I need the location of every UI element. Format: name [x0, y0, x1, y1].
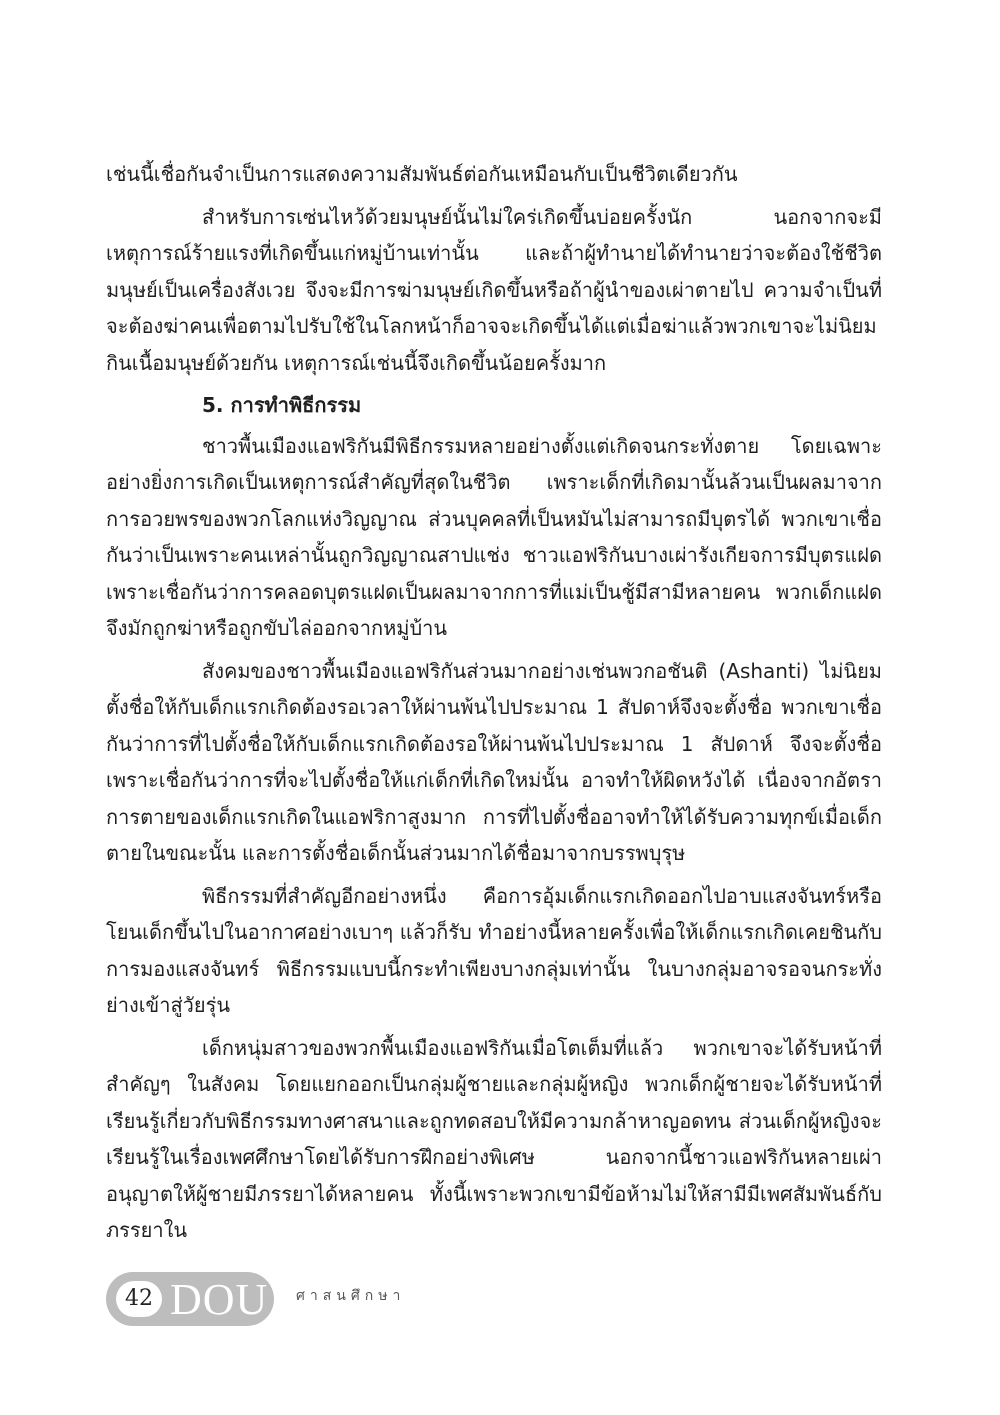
paragraph-1: เช่นนี้เชื่อกันจำเป็นการแสดงความสัมพันธ์ต่อกันเหมือนกับเป็นชีวิตเดียวกัน [106, 162, 738, 186]
dou-badge [106, 1272, 274, 1326]
page-number: 42 [116, 1281, 162, 1317]
section-heading: 5. การทำพิธีกรรม [202, 393, 362, 417]
paragraph-3: ชาวพื้นเมืองแอฟริกันมีพิธีกรรมหลายอย่างตั้งแต่เกิดจนกระทั่งตาย โดยเฉพาะอย่างยิ่งการเกิดเป็นเหตุการณ์สำคัญที่สุดในชีวิต เพราะเด็กที่เกิดมานั้นล้วนเป็นผลมาจากการอวยพรของพวกโลกแห่งวิญญาณ ส่วนบุคคลที่เป็นหมันไม่สามารถมีบุตรได้ พวกเขาเชื่อกันว่าเป็นเพราะคนเหล่านั้นถูกวิญญาณสาปแช่ง ชาวแอฟริกันบางเผ่ารังเกียจการมีบุตรแฝดเพราะเชื่อกันว่าการคลอดบุตรแฝดเป็นผลมาจากการที่แม่เป็นชู้มีสามีหลายคน พวกเด็กแฝดจึงมักถูกฆ่าหรือถูกขับไล่ออกจากหมู่บ้าน [106, 433, 882, 640]
book-title: ศาสนศึกษา [296, 1288, 406, 1304]
dou-logo: DOU [170, 1275, 269, 1324]
body-text [106, 156, 882, 1249]
paragraph-2: สำหรับการเซ่นไหว้ด้วยมนุษย์นั้นไม่ใคร่เกิดขึ้นบ่อยครั้งนัก นอกจากจะมีเหตุการณ์ร้ายแรงที่เกิดขึ้นแก่หมู่บ้านเท่านั้น และถ้าผู้ทำนายได้ทำนายว่าจะต้องใช้ชีวิตมนุษย์เป็นเครื่องสังเวย จึงจะมีการฆ่ามนุษย์เกิดขึ้นหรือถ้าผู้นำของเผ่าตายไป ความจำเป็นที่จะต้องฆ่าคนเพื่อตามไปรับใช้ในโลกหน้าก็อาจจะเกิดขึ้นได้แต่เมื่อฆ่าแล้วพวกเขาจะไม่นิยมกินเนื้อมนุษย์ด้วยกัน เหตุการณ์เช่นนี้จึงเกิดขึ้นน้อยครั้งมาก [106, 204, 882, 375]
paragraph-5: พิธีกรรมที่สำคัญอีกอย่างหนึ่ง คือการอุ้มเด็กแรกเกิดออกไปอาบแสงจันทร์หรือโยนเด็กขึ้นไปในอากาศอย่างเบาๆ แล้วก็รับ ทำอย่างนี้หลายครั้งเพื่อให้เด็กแรกเกิดเคยชินกับการมองแสงจันทร์ พิธีกรรมแบบนี้กระทำเพียงบางกลุ่มเท่านั้น ในบางกลุ่มอาจรอจนกระทั่งย่างเข้าสู่วัยรุ่น [106, 883, 882, 1017]
paragraph-4: สังคมของชาวพื้นเมืองแอฟริกันส่วนมากอย่างเช่นพวกอชันติ (Ashanti) ไม่นิยมตั้งชื่อให้กับเด็กแรกเกิดต้องรอเวลาให้ผ่านพ้นไปประมาณ 1 สัปดาห์จึงจะตั้งชื่อ พวกเขาเชื่อกันว่าการที่ไปตั้งชื่อให้กับเด็กแรกเกิดต้องรอให้ผ่านพ้นไปประมาณ 1 สัปดาห์ จึงจะตั้งชื่อเพราะเชื่อกันว่าการที่จะไปตั้งชื่อให้แก่เด็กที่เกิดใหม่นั้น อาจทำให้ผิดหวังได้ เนื่องจากอัตราการตายของเด็กแรกเกิดในแอฟริกาสูงมาก การที่ไปตั้งชื่ออาจทำให้ได้รับความทุกข์เมื่อเด็กตายในขณะนั้น และการตั้งชื่อเด็กนั้นส่วนมากได้ชื่อมาจากบรรพบุรุษ [106, 658, 882, 865]
paragraph-6: เด็กหนุ่มสาวของพวกพื้นเมืองแอฟริกันเมื่อโตเต็มที่แล้ว พวกเขาจะได้รับหน้าที่สำคัญๆ ในสังคม โดยแยกออกเป็นกลุ่มผู้ชายและกลุ่มผู้หญิง พวกเด็กผู้ชายจะได้รับหน้าที่เรียนรู้เกี่ยวกับพิธีกรรมทางศาสนาและถูกทดสอบให้มีความกล้าหาญอดทน ส่วนเด็กผู้หญิงจะเรียนรู้ในเรื่องเพศศึกษาโดยได้รับการฝึกอย่างพิเศษ นอกจากนี้ชาวแอฟริกันหลายเผ่าอนุญาตให้ผู้ชายมีภรรยาได้หลายคน ทั้งนี้เพราะพวกเขามีข้อห้ามไม่ให้สามีมีเพศสัมพันธ์กับภรรยาใน [106, 1035, 882, 1242]
page-footer [106, 1268, 526, 1332]
